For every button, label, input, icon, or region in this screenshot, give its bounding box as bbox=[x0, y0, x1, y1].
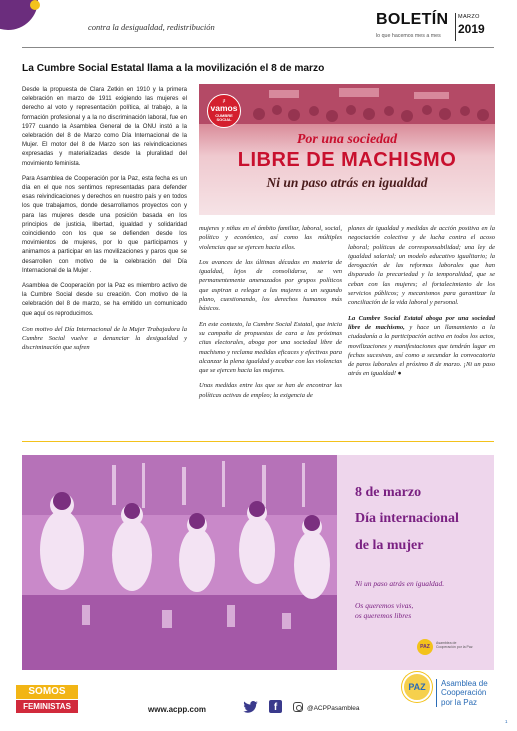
article-title: La Cumbre Social Estatal llama a la movilización el 8 de marzo bbox=[22, 63, 325, 74]
somos-label: SOMOS bbox=[16, 685, 78, 699]
paragraph-italic: planes de igualdad y medidas de acción positiva en la negociación colectiva y de lucha contra el acoso laboral; políticas de corresponsabilidad; una ley de igualdad salarial; un modelo educativo igualitario; la derogación de las reformas laborales que han disparado la precariedad y la temporalidad, que se ceban con las mujeres; el fortalecimiento de los servicios públicos; y mecanismos para garantizar la conciliación de la vida laboral y personal. bbox=[348, 225, 495, 307]
org-line-2: Cooperación bbox=[441, 688, 487, 698]
paragraph: Desde la propuesta de Clara Zetkin en 1910 y la primera celebración en marzo de 1911 exigiendo las mujeres el derecho al voto y representación política, al trabajo, a la formación profesional y a la no discriminación laboral, fue en 1977 cuando la Asamblea General de la ONU instó a la celebración del 8 de Marzo como Día Internacional de la Mujer. El motor del 8 de Marzo son las reivindicaciones expresadas y materializadas desde la pluralidad del movimiento feminista. bbox=[22, 87, 187, 167]
campaign-hero-image bbox=[199, 84, 495, 215]
brand-divider bbox=[455, 13, 456, 41]
paragraph-italic: Con motivo del Día Internacional de la Mujer Trabajadora la Cumbre Social vuelve a denunciar la desigualdad y discriminación que sufren bbox=[22, 325, 187, 352]
brand-subtitle: lo que hacemos mes a mes bbox=[376, 33, 441, 39]
paragraph-italic: Los avances de las últimas décadas en materia de igualdad, lejos de consolidarse, se ven permanentemente amenazados por grupos políticos que aspiran a relegar a las mujeres a un segundo plano, cuestionando, los derechos humanos más básicos. bbox=[199, 258, 342, 313]
header-divider bbox=[22, 47, 494, 48]
badge-exclamation: ¡! bbox=[222, 98, 226, 103]
paragraph: Para Asamblea de Cooperación por la Paz, esta fecha es un día en el que nos sentimos representadas para defender esas reivindicaciones y derechos en nuestro país y en todos los que trabajamos, donde desarrollamos proyectos con y para las mujeres desde una posición basada en los principios de justicia, libertad, igualdad y solidaridad coincidiendo con los que se defienden desde los movimientos de mujeres, por lo que participamos y animamos a participar en las movilizaciones y paros que se desarrollen con motivo de la celebración del Día Internacional de la Mujer . bbox=[22, 175, 187, 274]
social-handle[interactable]: @ACPPasamblea bbox=[307, 705, 360, 712]
crowd-illustration bbox=[199, 84, 495, 124]
org-line-1: Asamblea de bbox=[441, 679, 488, 688]
header-tagline: contra la desigualdad, redistribución bbox=[88, 22, 215, 32]
paz-logo-text: PAZ bbox=[408, 682, 426, 692]
banner-line-2: Día internacional bbox=[355, 511, 459, 526]
article-column-left bbox=[22, 86, 187, 359]
feministas-label: FEMINISTAS bbox=[16, 700, 78, 713]
org-line-3: por la Paz bbox=[441, 697, 478, 707]
badge-main-text: vamos bbox=[210, 103, 238, 113]
womens-day-banner bbox=[22, 455, 494, 670]
article-column-right bbox=[348, 224, 495, 385]
brand-month: MARZO bbox=[458, 14, 480, 20]
somos-feministas-logo bbox=[16, 685, 78, 715]
twitter-icon[interactable] bbox=[243, 701, 258, 713]
hero-line-3: Ni un paso atrás en igualdad bbox=[266, 175, 428, 190]
paragraph-italic: Unas medidas entre las que se han de encontrar las políticas activas de empleo; la exigencia de bbox=[199, 382, 342, 399]
brand-title: BOLETÍN bbox=[376, 11, 449, 28]
closing-paragraph bbox=[348, 314, 495, 379]
banner-text-panel bbox=[337, 455, 494, 670]
closing-text: y hace un llamamiento a la ciudadanía a la participación activa en todos los actos, movilizaciones y manifestaciones que tendrán lugar en fechas sucesivas, así como a secundar la convocatoria de paros laborales el próximo 8 de marzo. ¡Ni un paso atrás en igualdad! ● bbox=[348, 323, 495, 378]
paz-logo bbox=[402, 672, 432, 702]
hero-line-1: Por una sociedad bbox=[296, 132, 398, 147]
paz-small-logo-caption: Asamblea de Cooperación por la Paz bbox=[436, 641, 473, 649]
website-link[interactable]: www.acpp.com bbox=[148, 705, 206, 714]
banner-line-1: 8 de marzo bbox=[355, 485, 422, 500]
paragraph: Asamblea de Cooperación por la Paz es miembro activo de la Cumbre Social desde su creación. Con motivo de la celebración del 8 de marzo, se ha emitido un comunicado que aquí os reproducimos. bbox=[22, 283, 187, 317]
banner-slogan-2b: os queremos libres bbox=[355, 611, 412, 620]
closing-bold-lead: La Cumbre Social Estatal aboga por una sociedad libre de machismo, bbox=[348, 314, 495, 331]
vamos-cumbre-social-badge bbox=[207, 94, 241, 128]
historical-laboratory-photo bbox=[22, 455, 337, 670]
paragraph-italic: mujeres y niñas en el ámbito familiar, laboral, social, político y económico, así como las múltiples violencias que se ejercen hacia ellos. bbox=[199, 225, 342, 251]
corner-dot-decoration bbox=[30, 0, 40, 10]
brand-year: 2019 bbox=[458, 22, 485, 36]
banner-slogan-2a: Os queremos vivas, bbox=[355, 601, 414, 610]
banner-slogan-2 bbox=[355, 601, 413, 621]
banner-slogan-1: Ni un paso atrás en igualdad. bbox=[355, 579, 445, 588]
paz-small-logo: PAZ bbox=[417, 639, 433, 655]
instagram-icon[interactable] bbox=[293, 702, 303, 712]
facebook-icon[interactable]: f bbox=[269, 700, 282, 713]
article-column-middle bbox=[199, 224, 342, 406]
banner-line-3: de la mujer bbox=[355, 538, 424, 553]
organization-name bbox=[436, 679, 508, 707]
paragraph-italic: En este contexto, la Cumbre Social Estatal, que inicia su campaña de propuestas de cara a las próximas citas electorales, aboga por una sociedad libre de machismo y reclama medidas eficaces y efectivas para alcanzar la plena igualdad y acabar con las violencias que se ejercen hacia las mujeres. bbox=[199, 320, 342, 375]
page-number: 1 bbox=[505, 719, 508, 724]
hero-line-2: LIBRE DE MACHISMO bbox=[237, 149, 457, 171]
badge-sub-text: CUMBRE SOCIAL bbox=[215, 113, 233, 123]
section-divider bbox=[22, 441, 494, 442]
